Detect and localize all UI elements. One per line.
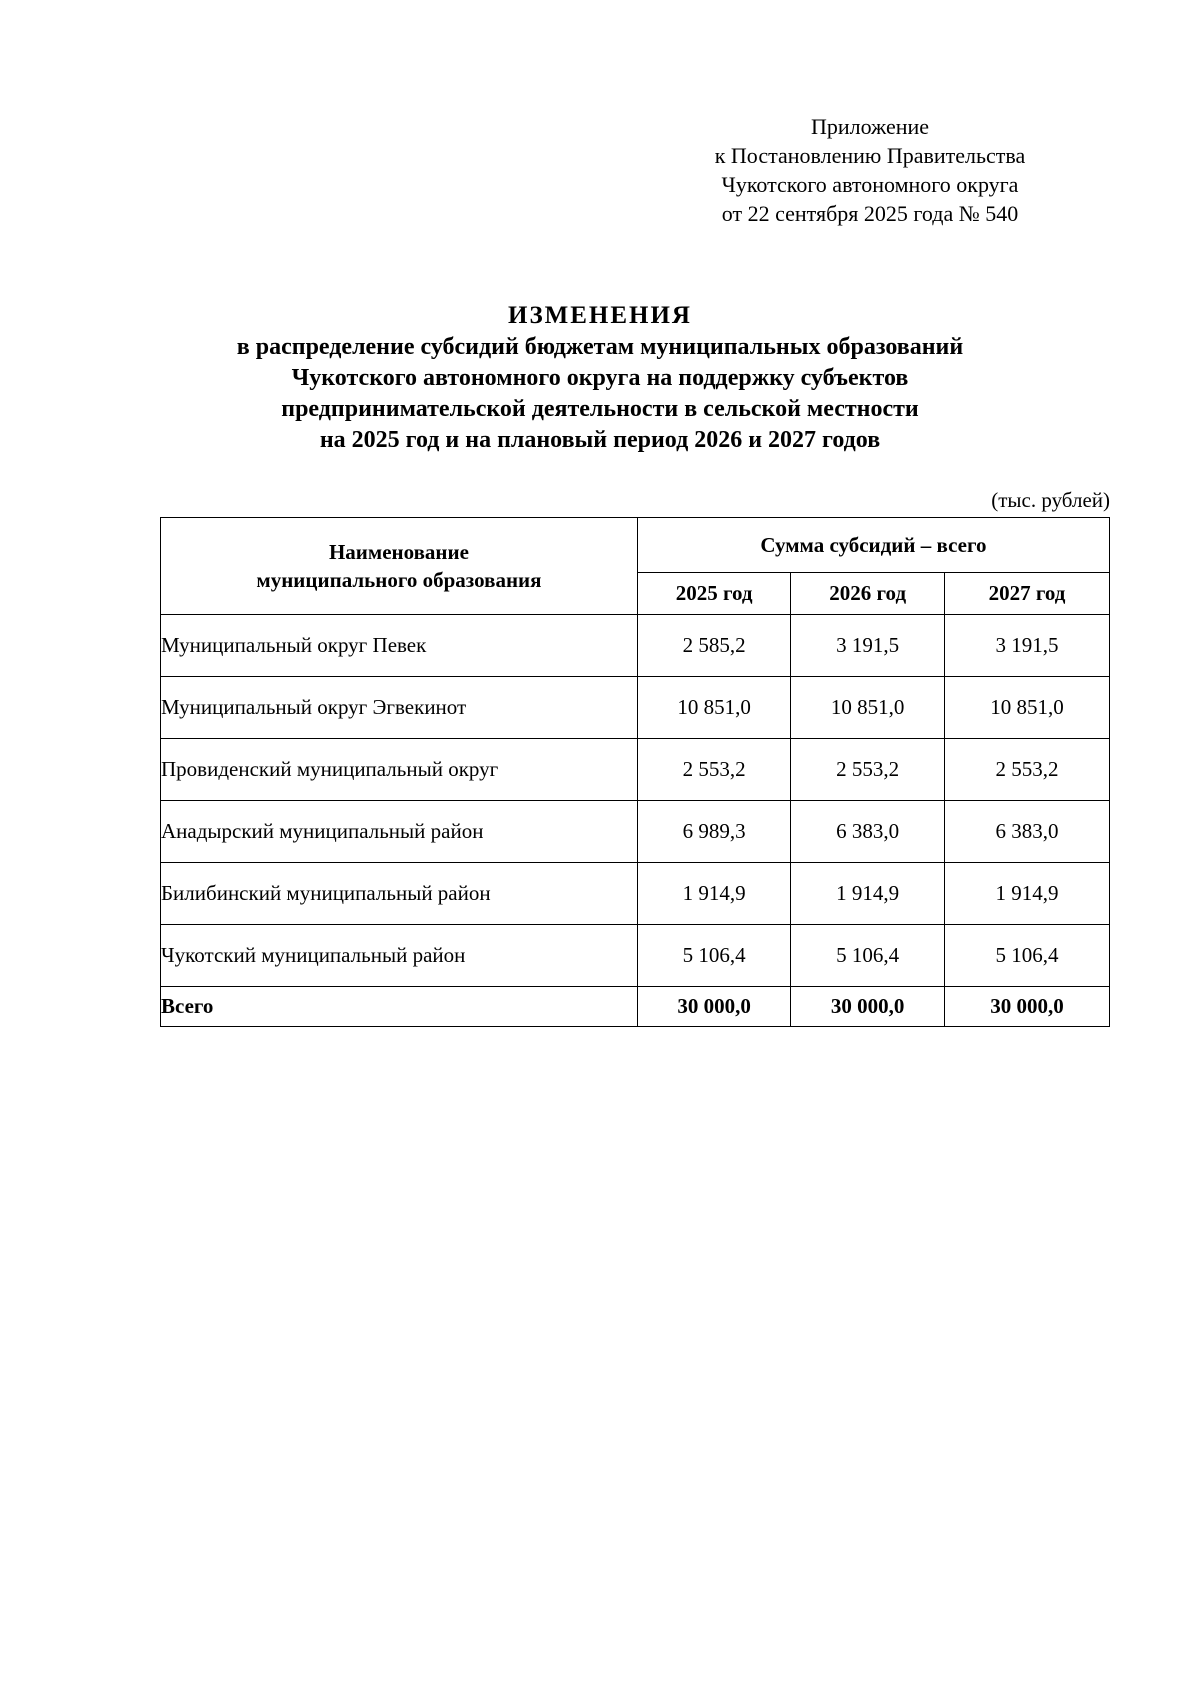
appendix-line: от 22 сентября 2025 года № 540 <box>721 201 1019 226</box>
row-value: 2 585,2 <box>637 615 791 677</box>
row-value: 5 106,4 <box>637 925 791 987</box>
header-name-line: муниципального образования <box>256 568 542 592</box>
subtitle-line: предпринимательской деятельности в сельской местности <box>281 396 919 422</box>
table-row <box>161 677 1110 739</box>
appendix-block <box>700 112 1040 228</box>
header-sum: Сумма субсидий – всего <box>637 518 1109 573</box>
subsidy-table <box>160 517 1110 1027</box>
header-year: 2027 год <box>944 573 1109 615</box>
header-name-line: Наименование <box>328 540 469 564</box>
table-row <box>161 801 1110 863</box>
title-block <box>150 300 1050 456</box>
units-label: (тыс. рублей) <box>991 488 1110 512</box>
row-name: Муниципальный округ Певек <box>161 615 638 677</box>
appendix-line: Чукотского автономного округа <box>721 172 1019 197</box>
row-value: 6 383,0 <box>944 801 1109 863</box>
row-value: 1 914,9 <box>944 863 1109 925</box>
total-value: 30 000,0 <box>944 987 1109 1027</box>
row-value: 3 191,5 <box>944 615 1109 677</box>
row-value: 2 553,2 <box>637 739 791 801</box>
row-value: 3 191,5 <box>791 615 945 677</box>
appendix-line: Приложение <box>810 114 930 139</box>
row-value: 5 106,4 <box>791 925 945 987</box>
row-value: 10 851,0 <box>791 677 945 739</box>
table-row <box>161 739 1110 801</box>
row-name: Анадырский муниципальный район <box>161 801 638 863</box>
row-name: Муниципальный округ Эгвекинот <box>161 677 638 739</box>
row-name: Билибинский муниципальный район <box>161 863 638 925</box>
row-value: 5 106,4 <box>944 925 1109 987</box>
row-value: 6 383,0 <box>791 801 945 863</box>
subtitle-line: в распределение субсидий бюджетам муниципальных образований <box>236 334 964 360</box>
header-year: 2025 год <box>637 573 791 615</box>
row-value: 2 553,2 <box>944 739 1109 801</box>
row-value: 2 553,2 <box>791 739 945 801</box>
row-value: 10 851,0 <box>637 677 791 739</box>
table-row <box>161 925 1110 987</box>
document-subtitle <box>150 332 1050 456</box>
total-name: Всего <box>161 987 638 1027</box>
table-row <box>161 863 1110 925</box>
row-name: Провиденский муниципальный округ <box>161 739 638 801</box>
header-year: 2026 год <box>791 573 945 615</box>
row-value: 1 914,9 <box>637 863 791 925</box>
total-value: 30 000,0 <box>637 987 791 1027</box>
appendix-line: к Постановлению Правительства <box>714 143 1026 168</box>
table-header-row <box>161 518 1110 573</box>
row-name: Чукотский муниципальный район <box>161 925 638 987</box>
total-value: 30 000,0 <box>791 987 945 1027</box>
row-value: 1 914,9 <box>791 863 945 925</box>
row-value: 10 851,0 <box>944 677 1109 739</box>
table-row <box>161 615 1110 677</box>
document-title: ИЗМЕНЕНИЯ <box>508 302 692 329</box>
subtitle-line: на 2025 год и на плановый период 2026 и 2027 годов <box>319 427 881 453</box>
row-value: 6 989,3 <box>637 801 791 863</box>
table-total-row <box>161 987 1110 1027</box>
subtitle-line: Чукотского автономного округа на поддержку субъектов <box>291 365 909 391</box>
header-name-column <box>161 518 638 615</box>
